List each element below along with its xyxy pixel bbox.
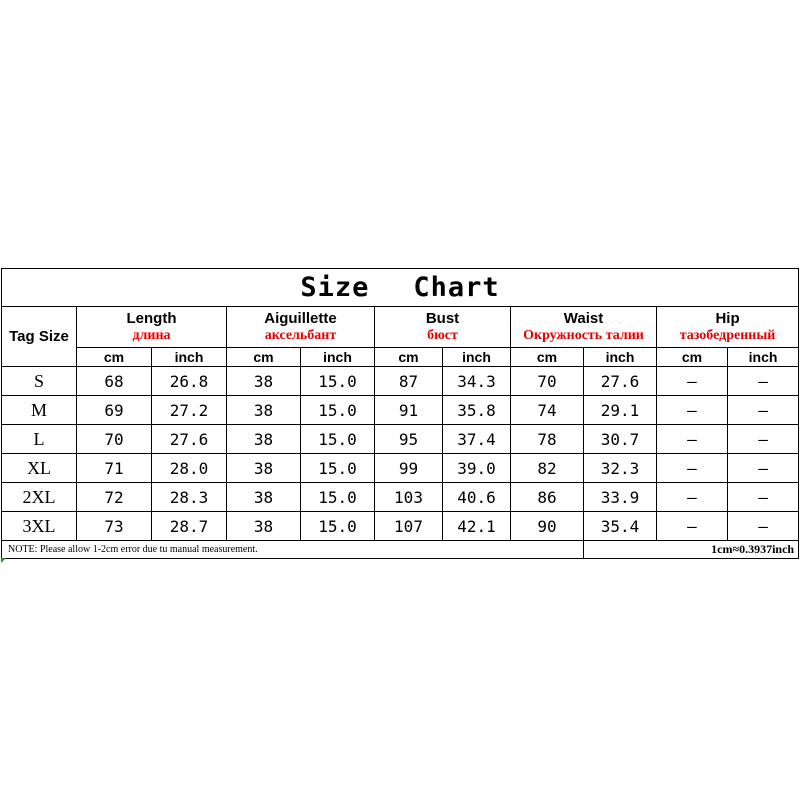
value-cell: 27.6	[152, 425, 227, 454]
value-cell: 26.8	[152, 367, 227, 396]
value-cell: 15.0	[301, 483, 375, 512]
header-aiguillette-en: Aiguillette	[264, 310, 337, 327]
value-cell: –	[728, 367, 799, 396]
value-cell: 91	[375, 396, 443, 425]
header-aiguillette	[227, 307, 375, 348]
header-length-en: Length	[126, 310, 177, 327]
value-cell: –	[657, 425, 728, 454]
value-cell: 29.1	[584, 396, 657, 425]
header-hip	[657, 307, 799, 348]
unit-header-cell: inch	[301, 348, 375, 367]
header-waist	[511, 307, 657, 348]
chart-title	[2, 269, 799, 307]
value-cell: 15.0	[301, 454, 375, 483]
table-row	[2, 396, 799, 425]
value-cell: 95	[375, 425, 443, 454]
header-waist-en: Waist	[563, 310, 604, 327]
table-row	[2, 512, 799, 541]
group-header-row	[2, 307, 799, 348]
value-cell: 39.0	[443, 454, 511, 483]
value-cell: 27.6	[584, 367, 657, 396]
value-cell: 99	[375, 454, 443, 483]
title-row	[2, 269, 799, 307]
value-cell: –	[728, 454, 799, 483]
value-cell: 15.0	[301, 512, 375, 541]
size-label-cell: 2XL	[2, 483, 77, 512]
value-cell: 87	[375, 367, 443, 396]
header-bust-ru: бюст	[427, 328, 458, 343]
note-row	[2, 541, 799, 559]
value-cell: 70	[77, 425, 152, 454]
header-aiguillette-ru: аксельбант	[264, 328, 337, 343]
header-length-ru: длина	[132, 328, 171, 343]
value-cell: 27.2	[152, 396, 227, 425]
value-cell: 40.6	[443, 483, 511, 512]
header-bust-en: Bust	[425, 310, 460, 327]
value-cell: 90	[511, 512, 584, 541]
unit-header-cell: inch	[443, 348, 511, 367]
title-word-chart: Chart	[413, 272, 500, 303]
value-cell: 38	[227, 483, 301, 512]
corner-marker-icon	[1, 558, 6, 563]
size-label-cell: M	[2, 396, 77, 425]
value-cell: 28.7	[152, 512, 227, 541]
value-cell: 38	[227, 367, 301, 396]
table-row	[2, 367, 799, 396]
header-hip-en: Hip	[715, 310, 740, 327]
value-cell: 33.9	[584, 483, 657, 512]
value-cell: 72	[77, 483, 152, 512]
size-label-cell: L	[2, 425, 77, 454]
value-cell: –	[657, 454, 728, 483]
value-cell: –	[657, 367, 728, 396]
value-cell: 15.0	[301, 396, 375, 425]
tag-size-header: Tag Size	[2, 307, 77, 367]
value-cell: 71	[77, 454, 152, 483]
value-cell: –	[657, 512, 728, 541]
table-row	[2, 454, 799, 483]
value-cell: 35.8	[443, 396, 511, 425]
value-cell: 70	[511, 367, 584, 396]
value-cell: 28.3	[152, 483, 227, 512]
value-cell: –	[657, 396, 728, 425]
value-cell: –	[657, 483, 728, 512]
unit-header-cell: cm	[227, 348, 301, 367]
unit-header-cell: cm	[657, 348, 728, 367]
value-cell: 103	[375, 483, 443, 512]
value-cell: 38	[227, 425, 301, 454]
value-cell: –	[728, 396, 799, 425]
value-cell: 15.0	[301, 425, 375, 454]
value-cell: 28.0	[152, 454, 227, 483]
value-cell: –	[728, 483, 799, 512]
size-label-cell: S	[2, 367, 77, 396]
value-cell: 38	[227, 454, 301, 483]
value-cell: 35.4	[584, 512, 657, 541]
header-hip-ru: тазобедренный	[679, 328, 776, 343]
value-cell: 38	[227, 512, 301, 541]
measurement-note: NOTE: Please allow 1-2cm error due tu manual measurement.	[2, 541, 584, 559]
value-cell: 42.1	[443, 512, 511, 541]
header-bust	[375, 307, 511, 348]
value-cell: 69	[77, 396, 152, 425]
value-cell: –	[728, 512, 799, 541]
header-waist-ru: Окружность талии	[523, 328, 644, 343]
unit-header-row	[2, 348, 799, 367]
value-cell: 86	[511, 483, 584, 512]
size-label-cell: XL	[2, 454, 77, 483]
value-cell: 107	[375, 512, 443, 541]
table-row	[2, 483, 799, 512]
value-cell: 32.3	[584, 454, 657, 483]
value-cell: 37.4	[443, 425, 511, 454]
value-cell: 38	[227, 396, 301, 425]
table-row	[2, 425, 799, 454]
unit-header-cell: inch	[152, 348, 227, 367]
value-cell: 15.0	[301, 367, 375, 396]
value-cell: 74	[511, 396, 584, 425]
value-cell: 68	[77, 367, 152, 396]
size-chart-table	[1, 268, 799, 559]
unit-header-cell: inch	[584, 348, 657, 367]
unit-header-cell: inch	[728, 348, 799, 367]
value-cell: 78	[511, 425, 584, 454]
header-length	[77, 307, 227, 348]
unit-header-cell: cm	[77, 348, 152, 367]
title-word-size: Size	[300, 272, 370, 303]
unit-header-cell: cm	[375, 348, 443, 367]
value-cell: 34.3	[443, 367, 511, 396]
unit-conversion: 1cm≈0.3937inch	[584, 541, 799, 559]
value-cell: 73	[77, 512, 152, 541]
size-label-cell: 3XL	[2, 512, 77, 541]
value-cell: –	[728, 425, 799, 454]
unit-header-cell: cm	[511, 348, 584, 367]
value-cell: 82	[511, 454, 584, 483]
value-cell: 30.7	[584, 425, 657, 454]
